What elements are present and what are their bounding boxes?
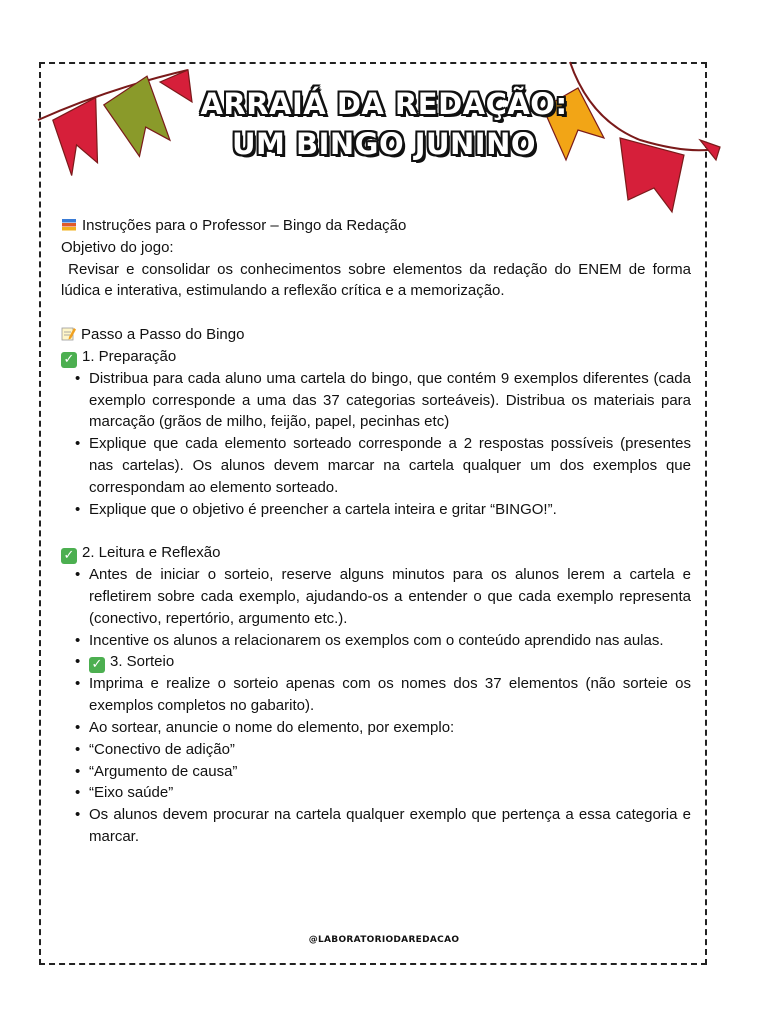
title-line-1: ARRAIÁ DA REDAÇÃO: xyxy=(200,87,568,121)
check-icon: ✓ xyxy=(61,548,77,564)
section2-list xyxy=(61,564,691,848)
memo-icon xyxy=(61,326,76,341)
section2-heading-text: 2. Leitura e Reflexão xyxy=(82,544,221,562)
intro-heading-text: Instruções para o Professor – Bingo da Redação xyxy=(82,217,407,234)
steps-heading-text: Passo a Passo do Bingo xyxy=(81,325,245,343)
list-item: • Incentive os alunos a relacionarem os exemplos com o conteúdo aprendido nas aulas. xyxy=(61,630,691,652)
section1-list xyxy=(61,368,691,521)
list-item: • Imprima e realize o sorteio apenas com os nomes dos 37 elementos (não sorteie os exemplos completos no gabarito). xyxy=(61,673,691,717)
page-title xyxy=(0,84,768,164)
section3-heading-text: 3. Sorteio xyxy=(110,653,175,671)
list-item: • “Conectivo de adição” xyxy=(61,739,691,761)
section1-heading xyxy=(61,346,691,368)
objective-text: Revisar e consolidar os conhecimentos sobre elementos da redação do ENEM de forma lúdica e interativa, estimulando a reflexão crítica e a memorização. xyxy=(61,260,696,300)
books-icon xyxy=(61,218,77,232)
list-item: • “Argumento de causa” xyxy=(61,761,691,783)
footer-handle: @LABORATORIODAREDACAO xyxy=(308,935,460,945)
list-item: • Explique que cada elemento sorteado corresponde a 2 respostas possíveis (presentes nas cartelas). Os alunos devem marcar na cartela qualquer um dos exemplos que correspondam ao elemento sorteado. xyxy=(61,433,691,498)
section2-heading xyxy=(61,542,691,564)
intro-heading xyxy=(61,215,691,237)
objective-label: Objetivo do jogo: xyxy=(61,238,174,256)
check-icon: ✓ xyxy=(61,352,77,368)
list-item: • Os alunos devem procurar na cartela qualquer exemplo que pertença a essa categoria e marcar. xyxy=(61,804,691,848)
section1-heading-text: 1. Preparação xyxy=(82,347,177,365)
list-item: • Explique que o objetivo é preencher a cartela inteira e gritar “BINGO!”. xyxy=(61,499,691,521)
list-item: • Distribua para cada aluno uma cartela do bingo, que contém 9 exemplos diferentes (cada exemplo corresponde a uma das 37 categorias sorteáveis). Distribua os materiais para marcação (grãos de milho, feijão, papel, pecinhas etc) xyxy=(61,368,691,433)
list-item xyxy=(61,651,691,673)
steps-heading xyxy=(61,324,691,346)
check-icon: ✓ xyxy=(89,657,105,673)
title-line-2: UM BINGO JUNINO xyxy=(231,127,537,161)
document-body xyxy=(61,215,696,848)
list-item: • Antes de iniciar o sorteio, reserve alguns minutos para os alunos lerem a cartela e refletirem sobre cada exemplo, ajudando-os a entender o que cada exemplo representa (conectivo, repertório, argumento etc.). xyxy=(61,564,691,629)
list-item: • Ao sortear, anuncie o nome do elemento, por exemplo: xyxy=(61,717,691,739)
list-item: • “Eixo saúde” xyxy=(61,782,691,804)
